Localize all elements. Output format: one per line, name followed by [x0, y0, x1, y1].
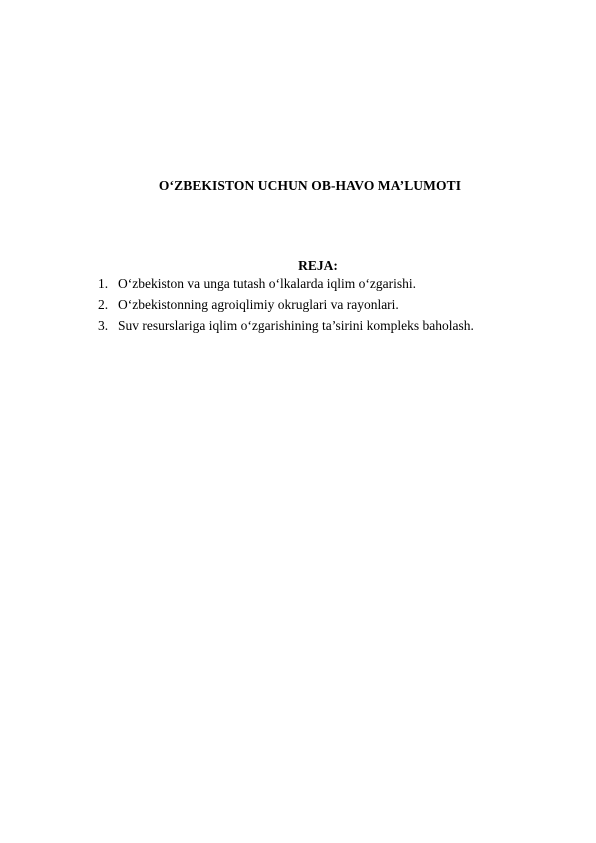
plan-list [98, 276, 474, 339]
plan-item-text: Suv resurslariga iqlim o‘zgarishining ta’sirini kompleks baholash. [118, 318, 474, 333]
plan-item-number: 1. [98, 276, 109, 291]
plan-item [98, 297, 474, 318]
plan-item-text: O‘zbekiston va unga tutash o‘lkalarda iqlim o‘zgarishi. [118, 276, 417, 291]
plan-item-text: O‘zbekistonning agroiqlimiy okruglari va rayonlari. [118, 297, 399, 312]
plan-item-number: 3. [98, 318, 109, 333]
plan-item [98, 318, 474, 339]
document-title: O‘ZBEKISTON UCHUN OB-HAVO MA’LUMOTI [158, 178, 462, 193]
plan-item-number: 2. [98, 297, 109, 312]
plan-item [98, 276, 474, 297]
plan-heading: REJA: [298, 258, 338, 273]
